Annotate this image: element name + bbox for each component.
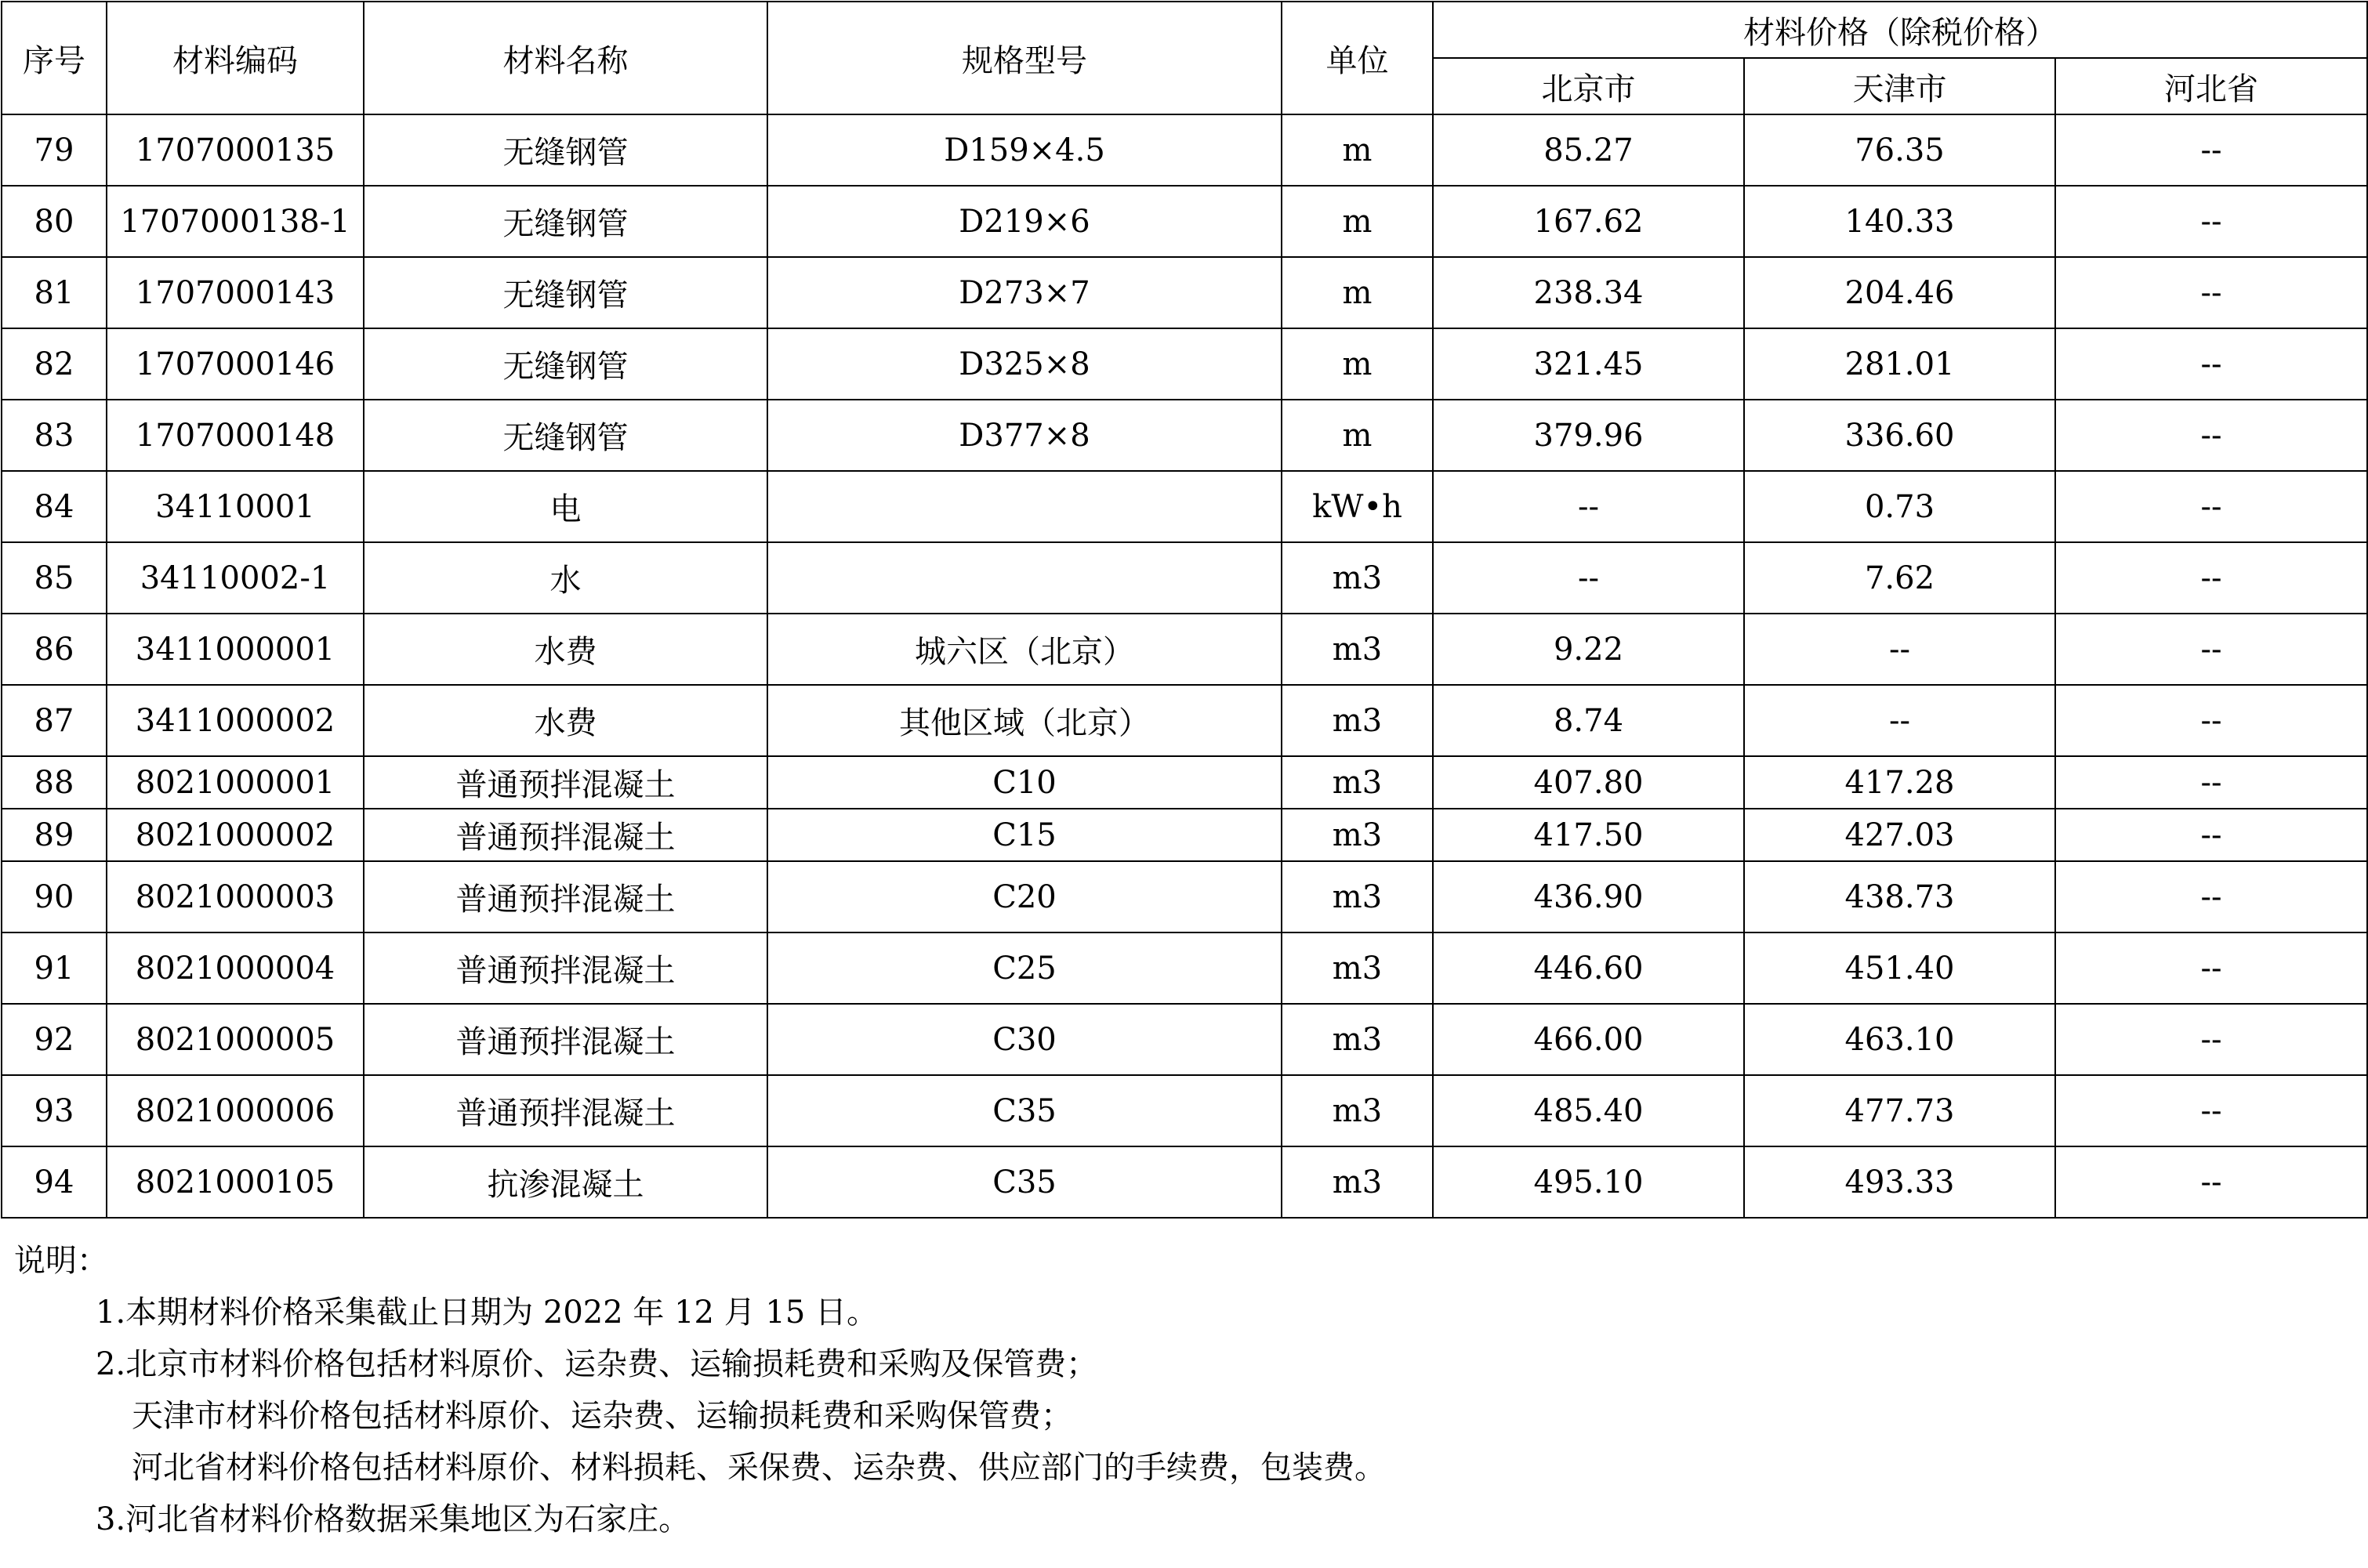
cell-name: 普通预拌混凝土 — [364, 932, 767, 1004]
table-row — [2, 685, 2367, 756]
cell-seq: 83 — [2, 400, 107, 471]
cell-tianjin: 76.35 — [1744, 114, 2055, 186]
cell-spec: D273×7 — [767, 257, 1282, 328]
cell-seq: 87 — [2, 685, 107, 756]
cell-code: 1707000143 — [107, 257, 364, 328]
cell-spec: D377×8 — [767, 400, 1282, 471]
cell-spec: C35 — [767, 1075, 1282, 1146]
cell-hebei: -- — [2055, 542, 2367, 614]
notes-section — [14, 1235, 1386, 1545]
cell-beijing: 436.90 — [1433, 861, 1744, 932]
cell-hebei: -- — [2055, 400, 2367, 471]
cell-hebei: -- — [2055, 932, 2367, 1004]
cell-unit: m — [1282, 114, 1433, 186]
material-price-table — [1, 1, 2368, 1219]
cell-seq: 79 — [2, 114, 107, 186]
cell-unit: m3 — [1282, 932, 1433, 1004]
cell-tianjin: 477.73 — [1744, 1075, 2055, 1146]
cell-tianjin: 463.10 — [1744, 1004, 2055, 1075]
cell-seq: 84 — [2, 471, 107, 542]
notes-title: 说明： — [14, 1243, 108, 1279]
cell-spec: C15 — [767, 809, 1282, 861]
table-row — [2, 932, 2367, 1004]
cell-tianjin: 0.73 — [1744, 471, 2055, 542]
note-item-2-hebei: 河北省材料价格包括材料原价、材料损耗、采保费、运杂费、供应部门的手续费，包装费。 — [132, 1450, 1386, 1486]
cell-unit: m3 — [1282, 542, 1433, 614]
cell-tianjin: -- — [1744, 685, 2055, 756]
cell-seq: 92 — [2, 1004, 107, 1075]
cell-unit: m3 — [1282, 614, 1433, 685]
cell-seq: 81 — [2, 257, 107, 328]
cell-code: 8021000105 — [107, 1146, 364, 1218]
cell-beijing: 85.27 — [1433, 114, 1744, 186]
note-item-1: 1.本期材料价格采集截止日期为 2022 年 12 月 15 日。 — [96, 1295, 879, 1331]
cell-spec: C20 — [767, 861, 1282, 932]
table-row — [2, 400, 2367, 471]
cell-unit: m3 — [1282, 685, 1433, 756]
note-item-2: 2.北京市材料价格包括材料原价、运杂费、运输损耗费和采购及保管费； — [96, 1346, 1098, 1382]
table-row — [2, 809, 2367, 861]
cell-beijing: 446.60 — [1433, 932, 1744, 1004]
header-tianjin: 天津市 — [1744, 58, 2055, 114]
table-row — [2, 756, 2367, 809]
cell-code: 3411000002 — [107, 685, 364, 756]
cell-code: 34110002-1 — [107, 542, 364, 614]
cell-code: 1707000135 — [107, 114, 364, 186]
header-unit: 单位 — [1282, 2, 1433, 114]
cell-name: 水 — [364, 542, 767, 614]
cell-seq: 86 — [2, 614, 107, 685]
cell-code: 8021000001 — [107, 756, 364, 809]
header-seq: 序号 — [2, 2, 107, 114]
cell-name: 无缝钢管 — [364, 257, 767, 328]
cell-seq: 89 — [2, 809, 107, 861]
table-row — [2, 114, 2367, 186]
table-row — [2, 614, 2367, 685]
cell-hebei: -- — [2055, 1146, 2367, 1218]
cell-tianjin: 438.73 — [1744, 861, 2055, 932]
cell-spec: D325×8 — [767, 328, 1282, 400]
table-row — [2, 1146, 2367, 1218]
cell-unit: m — [1282, 400, 1433, 471]
cell-hebei: -- — [2055, 471, 2367, 542]
cell-code: 1707000146 — [107, 328, 364, 400]
cell-beijing: 485.40 — [1433, 1075, 1744, 1146]
table-row — [2, 471, 2367, 542]
cell-seq: 88 — [2, 756, 107, 809]
cell-unit: m3 — [1282, 861, 1433, 932]
cell-hebei: -- — [2055, 861, 2367, 932]
cell-name: 无缝钢管 — [364, 328, 767, 400]
header-code: 材料编码 — [107, 2, 364, 114]
cell-name: 普通预拌混凝土 — [364, 756, 767, 809]
cell-code: 1707000138-1 — [107, 186, 364, 257]
note-item-2-tianjin: 天津市材料价格包括材料原价、运杂费、运输损耗费和采购保管费； — [132, 1398, 1072, 1434]
cell-tianjin: 204.46 — [1744, 257, 2055, 328]
cell-tianjin: 417.28 — [1744, 756, 2055, 809]
cell-spec: D159×4.5 — [767, 114, 1282, 186]
cell-hebei: -- — [2055, 328, 2367, 400]
cell-tianjin: 281.01 — [1744, 328, 2055, 400]
cell-name: 水费 — [364, 614, 767, 685]
header-name: 材料名称 — [364, 2, 767, 114]
cell-seq: 82 — [2, 328, 107, 400]
table-row — [2, 257, 2367, 328]
cell-hebei: -- — [2055, 685, 2367, 756]
header-hebei: 河北省 — [2055, 58, 2367, 114]
cell-code: 1707000148 — [107, 400, 364, 471]
cell-code: 8021000004 — [107, 932, 364, 1004]
cell-spec — [767, 471, 1282, 542]
cell-tianjin: 493.33 — [1744, 1146, 2055, 1218]
cell-beijing: 238.34 — [1433, 257, 1744, 328]
header-price-group: 材料价格（除税价格） — [1433, 2, 2367, 58]
cell-hebei: -- — [2055, 756, 2367, 809]
header-row-1 — [2, 2, 2367, 58]
cell-hebei: -- — [2055, 614, 2367, 685]
cell-hebei: -- — [2055, 186, 2367, 257]
cell-seq: 90 — [2, 861, 107, 932]
header-spec: 规格型号 — [767, 2, 1282, 114]
cell-code: 3411000001 — [107, 614, 364, 685]
cell-spec: C30 — [767, 1004, 1282, 1075]
cell-unit: m — [1282, 186, 1433, 257]
cell-hebei: -- — [2055, 1004, 2367, 1075]
cell-beijing: 9.22 — [1433, 614, 1744, 685]
note-item-3: 3.河北省材料价格数据采集地区为石家庄。 — [96, 1501, 691, 1537]
cell-name: 普通预拌混凝土 — [364, 861, 767, 932]
cell-beijing: 495.10 — [1433, 1146, 1744, 1218]
table-row — [2, 186, 2367, 257]
cell-unit: m3 — [1282, 1146, 1433, 1218]
cell-seq: 93 — [2, 1075, 107, 1146]
cell-hebei: -- — [2055, 114, 2367, 186]
cell-seq: 94 — [2, 1146, 107, 1218]
cell-hebei: -- — [2055, 809, 2367, 861]
cell-spec: D219×6 — [767, 186, 1282, 257]
table-row — [2, 1075, 2367, 1146]
cell-seq: 85 — [2, 542, 107, 614]
cell-spec: 其他区域（北京） — [767, 685, 1282, 756]
cell-beijing: 379.96 — [1433, 400, 1744, 471]
cell-beijing: 321.45 — [1433, 328, 1744, 400]
cell-unit: m3 — [1282, 1004, 1433, 1075]
header-beijing: 北京市 — [1433, 58, 1744, 114]
table-row — [2, 542, 2367, 614]
cell-tianjin: 140.33 — [1744, 186, 2055, 257]
table-row — [2, 1004, 2367, 1075]
cell-beijing: 407.80 — [1433, 756, 1744, 809]
cell-tianjin: 451.40 — [1744, 932, 2055, 1004]
cell-name: 抗渗混凝土 — [364, 1146, 767, 1218]
cell-unit: m — [1282, 328, 1433, 400]
cell-name: 水费 — [364, 685, 767, 756]
cell-beijing: -- — [1433, 471, 1744, 542]
table-row — [2, 328, 2367, 400]
cell-beijing: -- — [1433, 542, 1744, 614]
cell-beijing: 466.00 — [1433, 1004, 1744, 1075]
cell-name: 无缝钢管 — [364, 400, 767, 471]
cell-code: 8021000005 — [107, 1004, 364, 1075]
cell-unit: m — [1282, 257, 1433, 328]
cell-unit: kW•h — [1282, 471, 1433, 542]
cell-tianjin: -- — [1744, 614, 2055, 685]
cell-unit: m3 — [1282, 809, 1433, 861]
table-row — [2, 861, 2367, 932]
cell-hebei: -- — [2055, 257, 2367, 328]
cell-tianjin: 7.62 — [1744, 542, 2055, 614]
cell-seq: 80 — [2, 186, 107, 257]
cell-beijing: 167.62 — [1433, 186, 1744, 257]
cell-name: 普通预拌混凝土 — [364, 1075, 767, 1146]
cell-spec: C25 — [767, 932, 1282, 1004]
cell-name: 无缝钢管 — [364, 114, 767, 186]
cell-name: 无缝钢管 — [364, 186, 767, 257]
cell-spec: C35 — [767, 1146, 1282, 1218]
cell-tianjin: 427.03 — [1744, 809, 2055, 861]
cell-code: 8021000003 — [107, 861, 364, 932]
cell-hebei: -- — [2055, 1075, 2367, 1146]
cell-spec: 城六区（北京） — [767, 614, 1282, 685]
cell-name: 电 — [364, 471, 767, 542]
cell-seq: 91 — [2, 932, 107, 1004]
cell-code: 34110001 — [107, 471, 364, 542]
cell-unit: m3 — [1282, 1075, 1433, 1146]
cell-code: 8021000002 — [107, 809, 364, 861]
cell-beijing: 417.50 — [1433, 809, 1744, 861]
cell-code: 8021000006 — [107, 1075, 364, 1146]
table-body — [2, 114, 2367, 1218]
cell-beijing: 8.74 — [1433, 685, 1744, 756]
cell-name: 普通预拌混凝土 — [364, 809, 767, 861]
cell-name: 普通预拌混凝土 — [364, 1004, 767, 1075]
cell-unit: m3 — [1282, 756, 1433, 809]
cell-tianjin: 336.60 — [1744, 400, 2055, 471]
cell-spec: C10 — [767, 756, 1282, 809]
cell-spec — [767, 542, 1282, 614]
